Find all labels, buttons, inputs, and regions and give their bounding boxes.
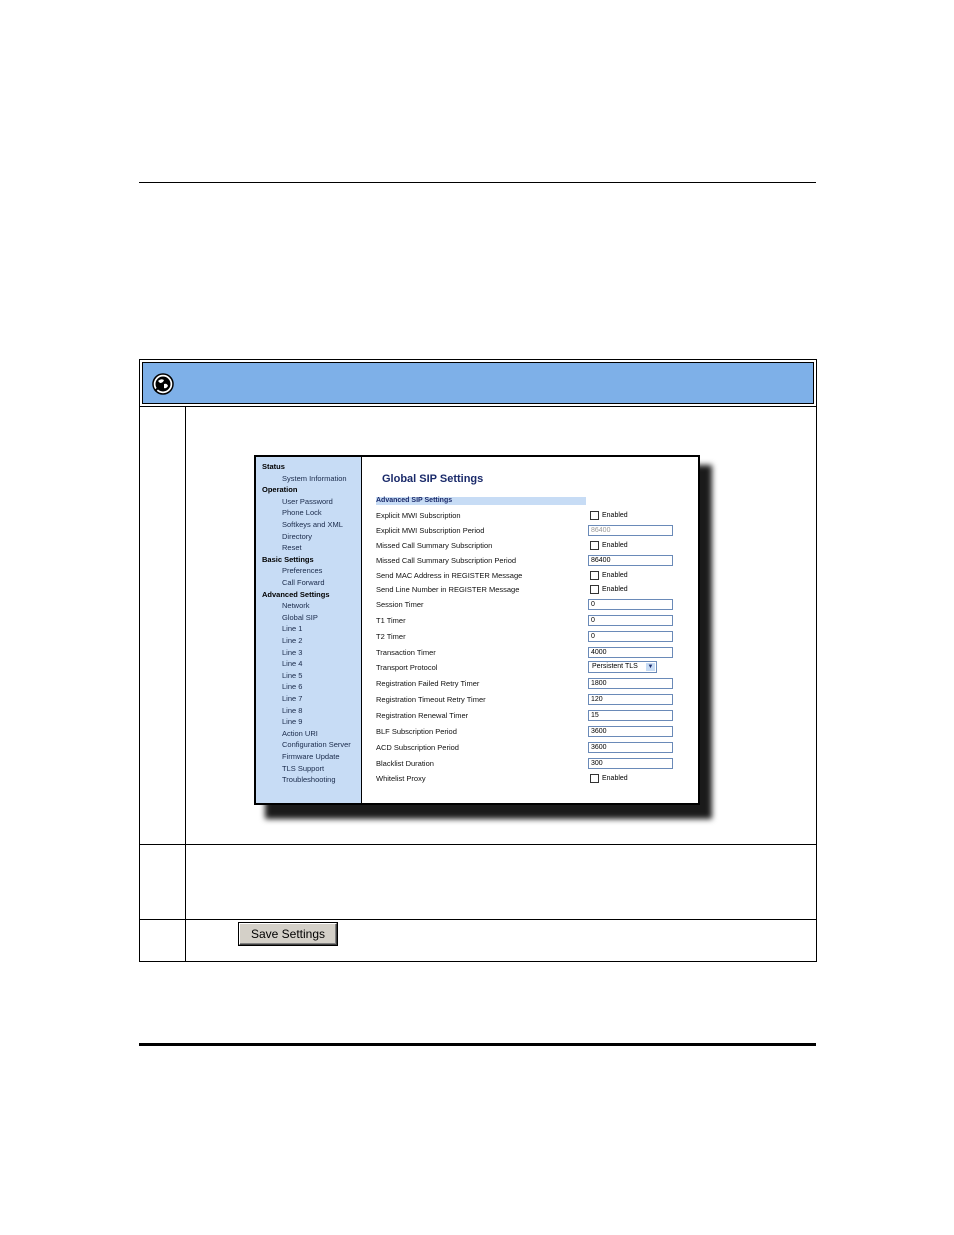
setting-label: ACD Subscription Period <box>376 743 459 752</box>
checkbox-box[interactable] <box>590 774 599 783</box>
sidebar-item[interactable]: Line 7 <box>282 694 303 703</box>
setting-label: Whitelist Proxy <box>376 774 426 783</box>
enabled-checkbox[interactable] <box>590 585 628 594</box>
sidebar-item[interactable]: Firmware Update <box>282 752 340 761</box>
sidebar-item[interactable]: Phone Lock <box>282 508 322 518</box>
setting-input[interactable]: 1800 <box>588 678 673 689</box>
setting-input[interactable]: 0 <box>588 615 673 626</box>
enabled-checkbox[interactable] <box>590 571 628 580</box>
setting-label: Missed Call Summary Subscription <box>376 541 493 550</box>
setting-label: Registration Failed Retry Timer <box>376 679 480 688</box>
setting-input[interactable]: 3600 <box>588 726 673 737</box>
setting-label: Blacklist Duration <box>376 759 434 768</box>
sidebar-item[interactable]: Directory <box>282 531 313 541</box>
sidebar-section: Advanced Settings <box>262 589 330 599</box>
checkbox-label: Enabled <box>602 775 628 782</box>
sidebar-item[interactable]: Line 6 <box>282 682 303 692</box>
enabled-checkbox[interactable] <box>590 774 628 783</box>
setting-label: Send Line Number in REGISTER Message <box>376 585 520 594</box>
sidebar-item[interactable]: Line 8 <box>282 705 303 715</box>
sidebar-item[interactable]: Line 9 <box>282 717 303 727</box>
sidebar-item[interactable]: Reset <box>282 543 302 553</box>
page-title: Global SIP Settings <box>382 473 484 485</box>
row-divider <box>140 406 816 407</box>
sidebar-item[interactable]: Troubleshooting <box>282 775 336 785</box>
sidebar-item[interactable]: Action URI <box>282 728 318 738</box>
setting-label: Transaction Timer <box>376 648 436 657</box>
setting-input[interactable]: 120 <box>588 694 673 705</box>
sidebar-item[interactable]: Configuration Server <box>282 740 351 750</box>
setting-input[interactable]: 0 <box>588 631 673 642</box>
setting-input[interactable]: 300 <box>588 758 673 769</box>
row-divider <box>140 919 816 920</box>
row-divider <box>140 844 816 845</box>
setting-input[interactable]: 4000 <box>588 647 673 658</box>
save-settings-button[interactable]: Save Settings <box>239 923 337 945</box>
setting-label: Session Timer <box>376 600 424 609</box>
web-ui-sidebar <box>256 457 362 803</box>
setting-label: Send MAC Address in REGISTER Message <box>376 571 523 580</box>
sidebar-item[interactable]: System Information <box>282 473 347 483</box>
setting-label: Registration Timeout Retry Timer <box>376 695 486 704</box>
top-rule <box>139 182 816 183</box>
sidebar-item[interactable]: Line 4 <box>282 659 303 669</box>
sidebar-item[interactable]: Line 3 <box>282 647 303 657</box>
setting-input[interactable]: 15 <box>588 710 673 721</box>
checkbox-label: Enabled <box>602 542 628 549</box>
setting-label: Explicit MWI Subscription <box>376 511 461 520</box>
sidebar-section: Operation <box>262 485 298 495</box>
sidebar-item[interactable]: Line 1 <box>282 624 303 634</box>
sidebar-item[interactable]: Preferences <box>282 566 323 576</box>
bottom-rule <box>139 1043 816 1046</box>
transport-protocol-select[interactable] <box>588 661 657 673</box>
sidebar-item[interactable]: Softkeys and XML <box>282 520 343 529</box>
setting-label: Transport Protocol <box>376 663 438 672</box>
enabled-checkbox[interactable] <box>590 511 628 520</box>
sidebar-item[interactable]: Call Forward <box>282 578 325 587</box>
setting-input[interactable]: 0 <box>588 599 673 610</box>
web-ui-globe-icon <box>152 373 174 395</box>
setting-label: Missed Call Summary Subscription Period <box>376 556 517 565</box>
checkbox-label: Enabled <box>602 512 628 519</box>
checkbox-label: Enabled <box>602 586 628 593</box>
sidebar-section: Status <box>262 462 285 471</box>
sidebar-item[interactable]: Line 5 <box>282 670 303 680</box>
checkbox-box[interactable] <box>590 585 599 594</box>
sidebar-item[interactable]: Network <box>282 601 310 611</box>
sidebar-section: Basic Settings <box>262 554 314 564</box>
setting-input[interactable]: 3600 <box>588 742 673 753</box>
setting-label: T2 Timer <box>376 632 406 641</box>
setting-input: 86400 <box>588 525 673 536</box>
procedure-header <box>142 362 814 404</box>
select-value: Persistent TLS <box>592 663 638 670</box>
setting-input[interactable]: 86400 <box>588 555 673 566</box>
setting-label: T1 Timer <box>376 616 406 625</box>
chevron-down-icon[interactable]: ▼ <box>647 664 654 670</box>
section-title: Advanced SIP Settings <box>376 497 453 504</box>
setting-label: BLF Subscription Period <box>376 727 457 736</box>
checkbox-box[interactable] <box>590 571 599 580</box>
web-ui-content <box>362 457 698 803</box>
checkbox-label: Enabled <box>602 572 628 579</box>
checkbox-box[interactable] <box>590 511 599 520</box>
sidebar-item[interactable]: TLS Support <box>282 763 325 773</box>
sidebar-item[interactable]: Global SIP <box>282 612 318 622</box>
setting-label: Explicit MWI Subscription Period <box>376 526 485 535</box>
step-column-divider <box>185 406 186 961</box>
sidebar-item[interactable]: Line 2 <box>282 636 303 645</box>
enabled-checkbox[interactable] <box>590 541 628 550</box>
checkbox-box[interactable] <box>590 541 599 550</box>
sidebar-item[interactable]: User Password <box>282 496 333 506</box>
web-ui-screenshot <box>254 455 700 805</box>
setting-label: Registration Renewal Timer <box>376 711 469 720</box>
